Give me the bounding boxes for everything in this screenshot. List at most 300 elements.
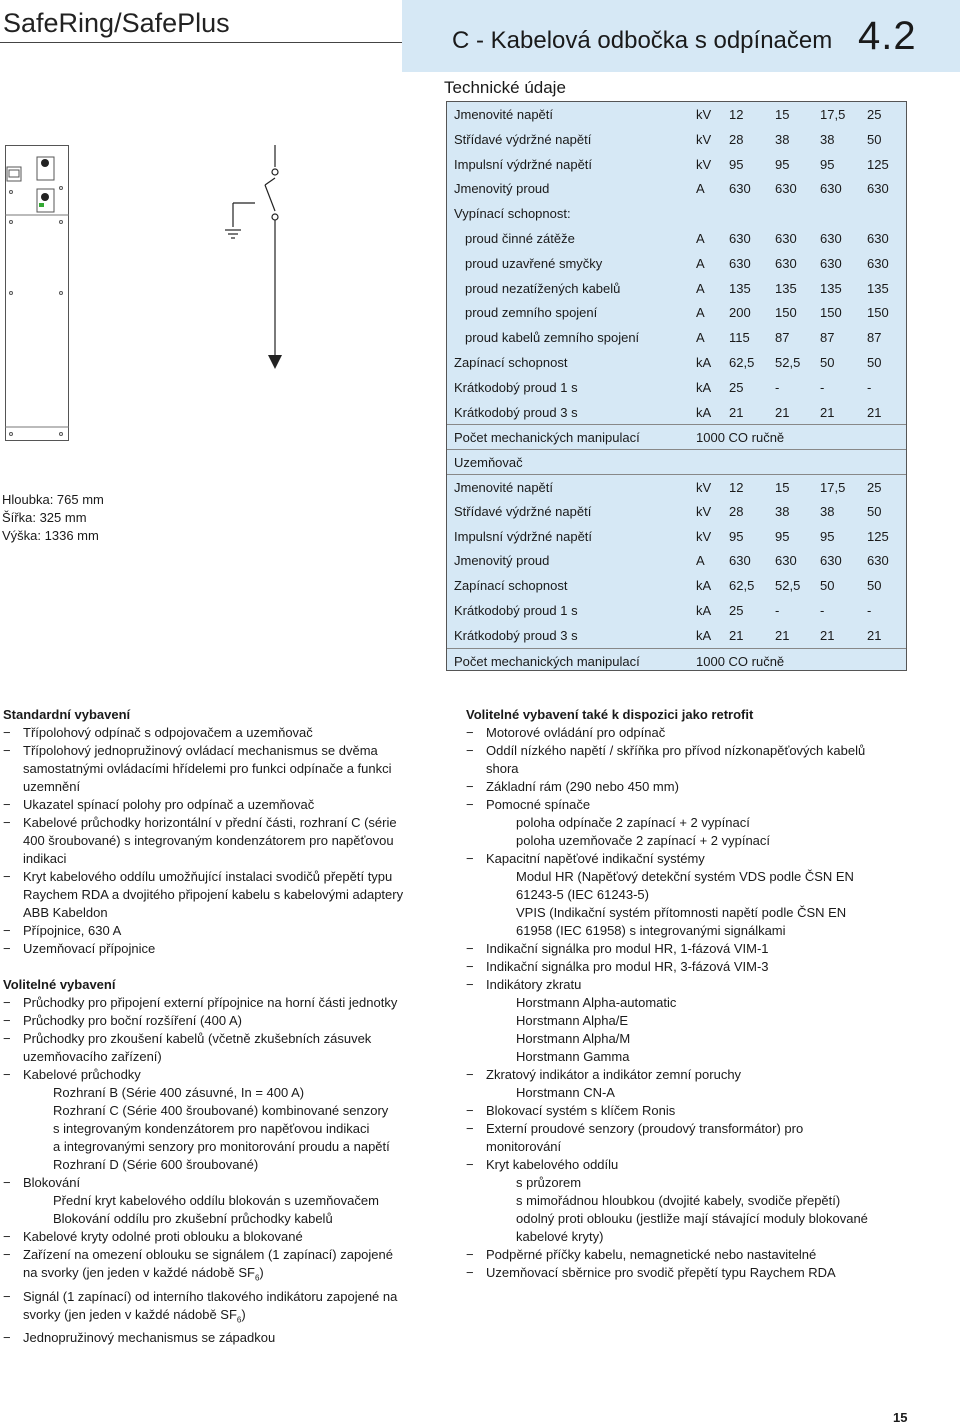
row-unit: kV (696, 131, 712, 147)
list-item (3, 1030, 443, 1048)
table-row (447, 127, 906, 151)
row-unit: A (696, 280, 705, 296)
row-label: Jmenovité napětí (454, 480, 554, 495)
row-span-value: 1000 CO ručně (696, 653, 785, 669)
row-unit: kA (696, 578, 712, 594)
row-label: Jmenovitý proud (454, 181, 550, 197)
row-unit: kV (696, 107, 712, 122)
row-unit: A (696, 255, 705, 271)
row-label: Impulsní výdržné napětí (454, 156, 593, 172)
list-item (466, 1030, 946, 1048)
row-unit: A (696, 330, 705, 346)
row-value: 125 (867, 156, 889, 172)
row-label: Krátkodobý proud 1 s (454, 603, 578, 618)
list-item (466, 1264, 946, 1282)
table-row (447, 201, 906, 225)
dash-bullet-icon: − (3, 725, 11, 740)
list-item-text: Přípojnice, 630 A (23, 923, 122, 938)
list-item (466, 796, 946, 814)
row-value: 15 (775, 480, 790, 495)
list-item-text: s průzorem (516, 1175, 582, 1190)
list-item (3, 922, 443, 940)
dash-bullet-icon: − (466, 959, 474, 974)
list-item (3, 778, 443, 796)
row-value: 630 (775, 181, 797, 197)
list-item (3, 1288, 443, 1306)
row-label: proud nezatížených kabelů (465, 280, 621, 296)
list-item-text: Jednopružinový mechanismus se západkou (23, 1330, 276, 1346)
list-item (466, 850, 946, 868)
row-value: - (820, 603, 825, 618)
right-column (466, 706, 946, 1282)
table-row (447, 102, 906, 126)
table-row (447, 524, 906, 548)
row-label: Krátkodobý proud 3 s (454, 627, 578, 643)
row-label: Krátkodobý proud 3 s (454, 404, 578, 420)
row-value: 87 (775, 330, 790, 346)
section-heading: Volitelné vybavení také k dispozici jako retrofit (466, 707, 754, 722)
brand-title: SafeRing/SafePlus (3, 8, 230, 38)
row-value: 630 (867, 181, 889, 197)
row-value: 87 (867, 330, 882, 346)
row-value: 17,5 (820, 480, 846, 495)
row-unit: A (696, 553, 705, 569)
list-item (466, 724, 946, 742)
list-item-text: na svorky (jen jeden v každé nádobě SF (23, 1265, 255, 1280)
row-value: 25 (867, 107, 882, 122)
list-item-suffix: ) (259, 1265, 264, 1280)
section-heading: Standardní vybavení (3, 707, 131, 722)
row-label: Zapínací schopnost (454, 578, 568, 594)
list-item (466, 886, 946, 904)
list-item (466, 814, 946, 832)
list-item (466, 994, 946, 1012)
list-item (466, 976, 946, 994)
row-value: 135 (867, 280, 889, 296)
table-row (447, 598, 906, 622)
dash-bullet-icon: − (466, 1157, 474, 1172)
list-item-text: VPIS (Indikační systém přítomnosti napětí podle ČSN EN (516, 905, 847, 920)
row-value: 12 (729, 480, 744, 495)
list-item (3, 850, 443, 868)
list-item-text: Externí proudové senzory (proudový transformátor) pro (486, 1121, 804, 1136)
list-item (3, 1120, 443, 1138)
list-item (466, 1246, 946, 1264)
list-item-text: Rozhraní C (Série 400 šroubované) kombinované senzory (53, 1103, 389, 1118)
row-value: 38 (820, 131, 835, 147)
row-label: Počet mechanických manipulací (454, 653, 640, 669)
list-item-text: Indikační signálka pro modul HR, 3-fázová VIM-3 (486, 959, 769, 974)
table-row (447, 449, 906, 474)
table-row (447, 400, 906, 424)
page-title: C - Kabelová odbočka s odpínačem (452, 27, 833, 54)
list-item (3, 724, 443, 742)
row-value: - (775, 603, 780, 618)
dash-bullet-icon: − (3, 1247, 11, 1262)
row-value: - (775, 379, 780, 395)
list-item-text: Kapacitní napěťové indikační systémy (486, 851, 705, 866)
list-item-text: shora (486, 761, 519, 776)
row-label: Krátkodobý proud 1 s (454, 379, 578, 395)
list-item (466, 1120, 946, 1138)
list-item (3, 1156, 443, 1174)
list-item-text: Raychem RDA a dvojitého připojení kabelu s kabelovými adaptery (23, 887, 404, 902)
list-item (466, 1174, 946, 1192)
row-value: 630 (820, 231, 842, 246)
list-item (3, 868, 443, 886)
list-item-text: monitorování (486, 1139, 562, 1154)
row-label: Impulsní výdržné napětí (454, 528, 593, 544)
list-item (3, 1012, 443, 1030)
dash-bullet-icon: − (3, 1067, 11, 1082)
row-value: 50 (867, 355, 882, 370)
list-item (3, 886, 443, 904)
list-item (466, 1138, 946, 1156)
dash-bullet-icon: − (466, 797, 474, 812)
list-item-text: uzemnění (23, 779, 81, 794)
row-value: 95 (820, 156, 835, 172)
list-item (3, 1084, 443, 1102)
dash-bullet-icon: − (3, 797, 11, 812)
row-span-value: 1000 CO ručně (696, 430, 785, 446)
table-row (447, 648, 906, 673)
dash-bullet-icon: − (3, 995, 11, 1010)
row-label: Uzemňovač (454, 455, 523, 471)
section-gap (3, 958, 443, 976)
list-item (466, 868, 946, 886)
brand-rule (0, 42, 402, 43)
dash-bullet-icon: − (3, 1330, 11, 1346)
list-item-text: Pomocné spínače (486, 797, 591, 812)
row-value: 630 (775, 231, 797, 246)
row-label: Jmenovité napětí (454, 107, 554, 122)
list-item (466, 922, 946, 940)
dash-bullet-icon: − (466, 725, 474, 740)
dash-bullet-icon: − (3, 743, 11, 758)
list-item-text: Kryt kabelového oddílu umožňující instalaci svodičů přepětí typu (23, 869, 393, 884)
row-label: proud činné zátěže (465, 231, 575, 246)
list-item (466, 1156, 946, 1174)
row-value: 50 (867, 131, 882, 147)
dash-bullet-icon: − (466, 977, 474, 992)
list-item (466, 1210, 946, 1228)
list-item-text: Zkratový indikátor a indikátor zemní poruchy (486, 1067, 742, 1082)
row-value: 630 (729, 553, 751, 569)
dash-bullet-icon: − (466, 1247, 474, 1262)
row-value: 38 (820, 503, 835, 519)
list-item (3, 1264, 443, 1288)
list-item (3, 1329, 443, 1347)
table-row (447, 623, 906, 647)
subscript: 6 (236, 1315, 242, 1325)
row-label: Střídavé výdržné napětí (454, 503, 592, 519)
row-value: 28 (729, 503, 744, 519)
table-row (447, 226, 906, 250)
table-row (447, 548, 906, 572)
row-label: Zapínací schopnost (454, 355, 568, 370)
row-unit: kV (696, 503, 712, 519)
row-value: - (867, 379, 872, 395)
row-value: 630 (729, 255, 751, 271)
row-value: 25 (867, 480, 882, 495)
table-row (447, 152, 906, 176)
list-item (466, 1066, 946, 1084)
list-item (3, 904, 443, 922)
row-unit: kA (696, 603, 712, 618)
list-item-text: Přední kryt kabelového oddílu blokován s uzemňovačem (53, 1193, 379, 1208)
dash-bullet-icon: − (3, 815, 11, 830)
row-value: 62,5 (729, 578, 755, 594)
row-value: 21 (775, 627, 790, 643)
row-unit: kV (696, 480, 712, 495)
table-row (447, 499, 906, 523)
row-unit: kA (696, 379, 712, 395)
dash-bullet-icon: − (466, 779, 474, 794)
row-value: - (820, 379, 825, 395)
row-value: 38 (775, 503, 790, 519)
row-label: proud zemního spojení (465, 305, 598, 321)
list-item (466, 1012, 946, 1030)
row-value: 50 (867, 503, 882, 519)
table-row (447, 350, 906, 374)
row-value: 15 (775, 107, 790, 122)
row-value: 200 (729, 305, 751, 321)
list-item-text: Horstmann Gamma (516, 1049, 630, 1064)
table-row (447, 474, 906, 499)
row-value: 95 (820, 528, 835, 544)
row-value: 135 (775, 280, 797, 296)
list-item-text: Průchodky pro zkoušení kabelů (včetně zkušebních zásuvek (23, 1031, 372, 1046)
row-unit: kA (696, 404, 712, 420)
dimensions (2, 491, 104, 545)
list-item-text: s mimořádnou hloubkou (dvojité kabely, svodiče přepětí) (516, 1193, 841, 1208)
list-item-text: Rozhraní D (Série 600 šroubované) (53, 1157, 259, 1172)
list-item-text: uzemňovacího zařízení) (23, 1049, 162, 1064)
row-value: 25 (729, 379, 744, 395)
list-item-text: a integrovanými senzory pro monitorování proudu a napětí (53, 1139, 390, 1154)
row-label: Vypínací schopnost: (454, 206, 571, 222)
row-value: 62,5 (729, 355, 755, 370)
row-value: 21 (820, 627, 835, 643)
section-subtitle: Technické údaje (444, 78, 566, 97)
row-value: 150 (775, 305, 797, 321)
list-item (466, 778, 946, 796)
list-item-text: Třípolohový jednopružinový ovládací mechanismus se dvěma (23, 743, 378, 758)
list-item-text: Zařízení na omezení oblouku se signálem (1 zapínací) zapojené (23, 1247, 393, 1262)
list-item (3, 1174, 443, 1192)
row-value: 50 (867, 578, 882, 594)
page-number: 15 (893, 1410, 908, 1425)
list-item-text: kabelové kryty) (516, 1229, 604, 1244)
dash-bullet-icon: − (3, 923, 11, 938)
row-unit: A (696, 231, 705, 246)
list-item-text: Indikátory zkratu (486, 977, 582, 992)
row-value: 630 (867, 255, 889, 271)
list-item-text: Kabelové průchodky horizontální v přední části, rozhraní C (série (23, 815, 397, 830)
dash-bullet-icon: − (466, 1121, 474, 1136)
row-value: 630 (820, 255, 842, 271)
list-item-text: Motorové ovládání pro odpínač (486, 725, 666, 740)
list-item (466, 742, 946, 760)
row-value: 630 (867, 231, 889, 246)
list-item-suffix: ) (241, 1306, 246, 1322)
list-item-text: 61243-5 (IEC 61243-5) (516, 887, 649, 902)
table-row (447, 176, 906, 200)
list-item-text: Signál (1 zapínací) od interního tlakového indikátoru zapojené na (23, 1288, 398, 1304)
row-value: 630 (820, 181, 842, 197)
list-item-text: svorky (jen jeden v každé nádobě SF (23, 1306, 237, 1322)
list-item (3, 1102, 443, 1120)
table-row (447, 573, 906, 597)
row-value: 28 (729, 131, 744, 147)
dash-bullet-icon: − (3, 1175, 11, 1190)
list-item-text: Ukazatel spínací polohy pro odpínač a uzemňovač (23, 797, 315, 812)
list-item-text: Průchodky pro boční rozšíření (400 A) (23, 1013, 242, 1028)
list-item (3, 760, 443, 778)
row-value: 38 (775, 131, 790, 147)
table-row (447, 325, 906, 349)
list-item-text: Kabelové kryty odolné proti oblouku a blokované (23, 1229, 303, 1244)
table-row (447, 424, 906, 449)
list-item-text: Blokování oddílu pro zkušební průchodky kabelů (53, 1211, 333, 1226)
row-value: 52,5 (775, 578, 801, 594)
list-item (466, 940, 946, 958)
list-item (3, 1246, 443, 1264)
list-item-text: poloha odpínače 2 zapínací + 2 vypínací (516, 815, 750, 830)
row-value: 115 (729, 330, 750, 346)
list-item (3, 1210, 443, 1228)
row-value: 95 (775, 528, 790, 544)
dash-bullet-icon: − (466, 743, 474, 758)
row-value: 12 (729, 107, 744, 122)
list-item (3, 796, 443, 814)
row-value: 87 (820, 330, 835, 346)
row-value: 21 (729, 627, 744, 643)
row-value: - (867, 603, 872, 618)
row-unit: A (696, 181, 705, 197)
row-value: 21 (775, 404, 790, 420)
list-item (3, 994, 443, 1012)
row-value: 21 (867, 404, 882, 420)
row-value: 135 (729, 280, 751, 296)
row-value: 21 (729, 404, 744, 420)
subscript: 6 (254, 1273, 260, 1283)
table-row (447, 375, 906, 399)
row-value: 52,5 (775, 355, 801, 370)
dash-bullet-icon: − (3, 1288, 11, 1304)
single-line-schematic (225, 145, 295, 385)
row-unit: kA (696, 627, 712, 643)
list-item-text: 400 šroubované) s integrovaným kondenzátorem pro napěťovou (23, 833, 394, 848)
row-label: Střídavé výdržné napětí (454, 131, 592, 147)
list-item (3, 742, 443, 760)
row-unit: kV (696, 528, 712, 544)
row-value: 21 (867, 627, 882, 643)
list-item (466, 832, 946, 850)
list-item-text: Uzemňovací přípojnice (23, 941, 156, 956)
dash-bullet-icon: − (466, 1265, 474, 1280)
list-item (466, 1228, 946, 1246)
list-item-text: poloha uzemňovače 2 zapínací + 2 vypínací (516, 833, 771, 848)
row-value: 25 (729, 603, 744, 618)
list-item (466, 958, 946, 976)
list-item (466, 904, 946, 922)
list-item (466, 1048, 946, 1066)
table-row (447, 251, 906, 275)
dimension-width: Šířka: 325 mm (2, 510, 87, 525)
list-item (3, 940, 443, 958)
list-item (3, 814, 443, 832)
row-unit: kA (696, 355, 712, 370)
dash-bullet-icon: − (3, 941, 11, 956)
table-row (447, 300, 906, 324)
list-item-text: indikaci (23, 851, 67, 866)
list-item (3, 1192, 443, 1210)
row-value: 95 (729, 528, 744, 544)
dimension-height: Výška: 1336 mm (2, 528, 99, 543)
left-column (3, 706, 443, 1347)
row-value: 17,5 (820, 107, 846, 122)
list-item-text: Horstmann Alpha/M (516, 1031, 631, 1046)
row-value: 21 (820, 404, 835, 420)
dash-bullet-icon: − (466, 941, 474, 956)
list-item-text: odolný proti oblouku (jestliže mají stávající moduly blokované (516, 1211, 868, 1226)
section-number: 4.2 (858, 14, 917, 58)
list-item (466, 1102, 946, 1120)
list-item-text: Podpěrné příčky kabelu, nemagnetické nebo nastavitelné (486, 1247, 817, 1262)
row-value: 150 (867, 305, 889, 321)
row-value: 95 (729, 156, 744, 172)
row-label: Jmenovitý proud (454, 553, 550, 569)
row-value: 125 (867, 528, 889, 544)
section-heading: Volitelné vybavení (3, 977, 116, 992)
row-value: 135 (820, 280, 842, 296)
dash-bullet-icon: − (466, 1103, 474, 1118)
list-item (3, 1138, 443, 1156)
list-item-text: Základní rám (290 nebo 450 mm) (486, 779, 679, 794)
switchgear-panel-drawing (5, 145, 69, 441)
row-label: proud uzavřené smyčky (465, 255, 603, 271)
list-item-text: Průchodky pro připojení externí přípojnice na horní části jednotky (23, 995, 398, 1010)
row-value: 630 (820, 553, 842, 569)
row-unit: kV (696, 156, 712, 172)
list-item-text: Horstmann Alpha/E (516, 1013, 629, 1028)
row-label: proud kabelů zemního spojení (465, 330, 640, 346)
list-item-text: ABB Kabeldon (23, 905, 108, 920)
list-item (3, 1306, 443, 1330)
list-item (3, 1048, 443, 1066)
row-value: 95 (775, 156, 790, 172)
row-value: 630 (729, 181, 751, 197)
row-value: 630 (729, 231, 751, 246)
row-value: 630 (775, 553, 797, 569)
row-value: 50 (820, 578, 835, 594)
row-value: 630 (775, 255, 797, 271)
row-unit: A (696, 305, 705, 321)
dash-bullet-icon: − (3, 869, 11, 884)
list-item (3, 1228, 443, 1246)
list-item (466, 760, 946, 778)
list-item-text: Oddíl nízkého napětí / skříňka pro přívod nízkonapěťových kabelů (486, 743, 866, 758)
dash-bullet-icon: − (3, 1229, 11, 1244)
list-item-text: Blokovací systém s klíčem Ronis (486, 1103, 676, 1118)
list-item-text: Horstmann Alpha-automatic (516, 995, 677, 1010)
dash-bullet-icon: − (466, 1067, 474, 1082)
list-item-text: Třípolohový odpínač s odpojovačem a uzemňovač (23, 725, 313, 740)
list-item (3, 1066, 443, 1084)
list-item-text: samostatnými ovládacími hřídelemi pro funkci odpínače a funkci (23, 761, 392, 776)
list-item-text: Indikační signálka pro modul HR, 1-fázová VIM-1 (486, 941, 769, 956)
